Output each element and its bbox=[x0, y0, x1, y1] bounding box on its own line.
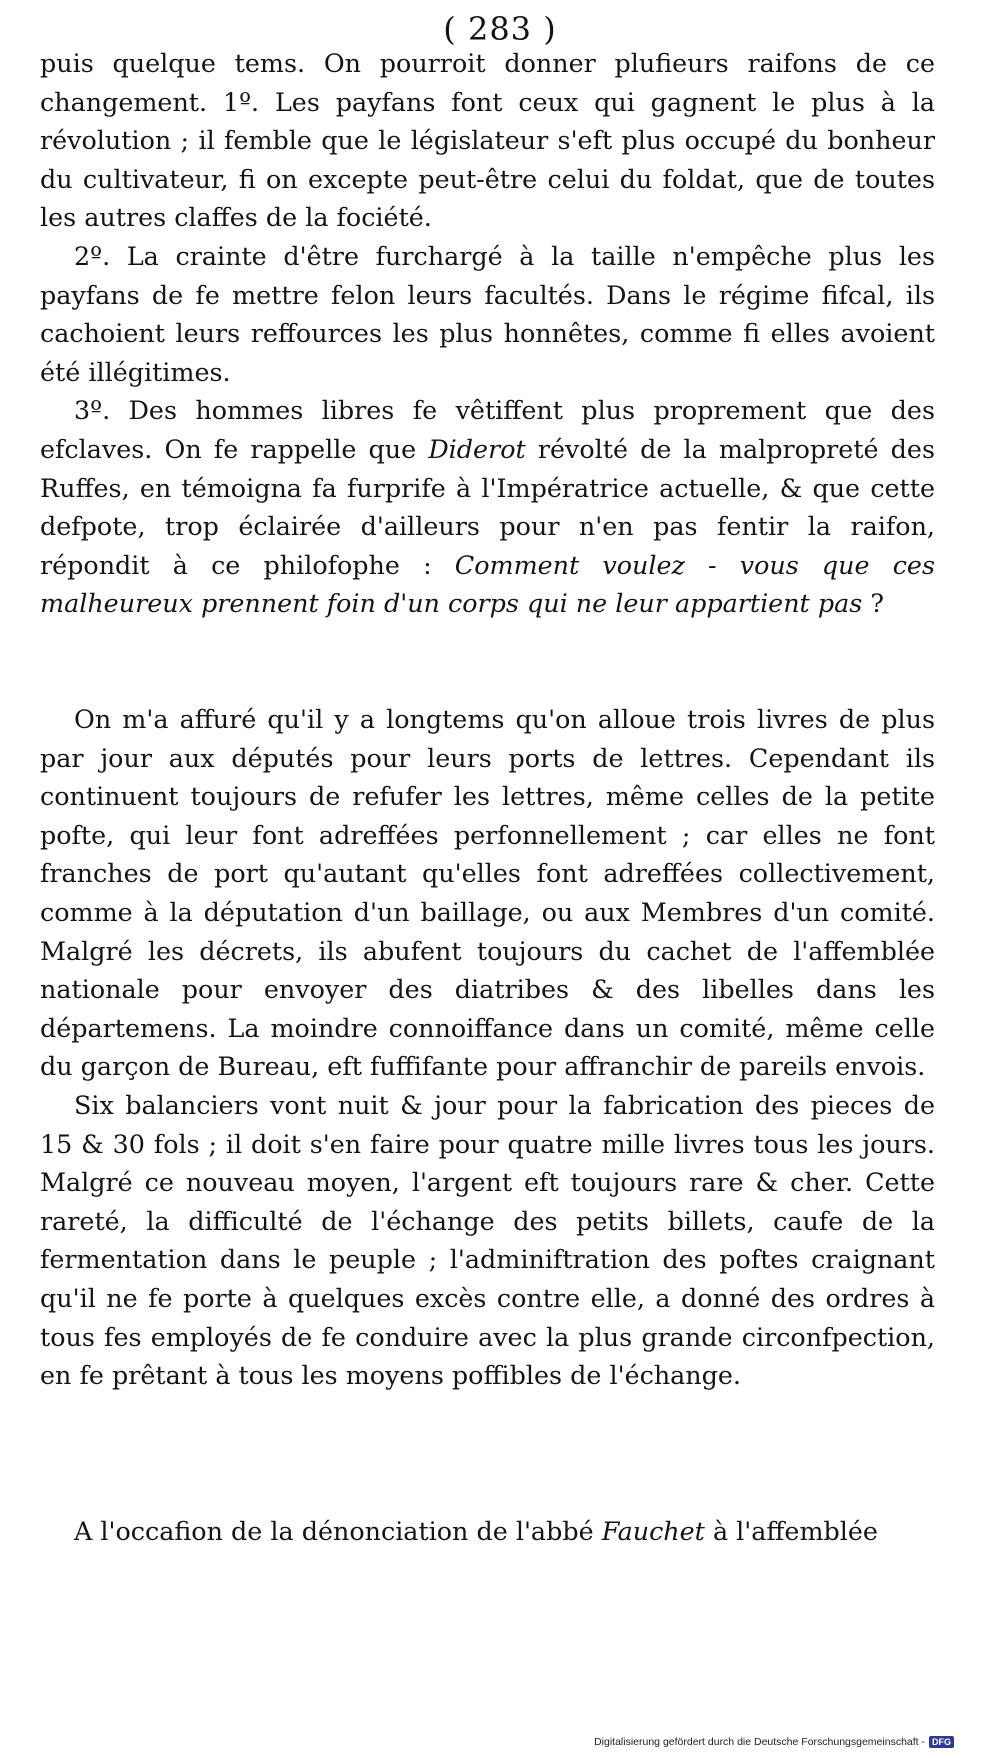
paragraph bbox=[40, 237, 935, 391]
digitization-credit bbox=[594, 1736, 954, 1748]
credit-text: Digitalisierung gefördert durch die Deutsche Forschungsgemeinschaft - bbox=[594, 1736, 925, 1748]
text-segment: 3º. Des hommes libres fe vêtiffent plus proprement que des efclaves. On fe rappelle que bbox=[40, 395, 935, 464]
text-segment: révolté de la malpropreté des Ruffes, en témoigna fa furprife à l'Impératrice actuelle, & que cette defpote, trop éclairée d'ailleurs pour n'en pas fentir la raifon, répondit à ce philofophe : bbox=[40, 433, 935, 580]
text-block-lower bbox=[40, 1512, 935, 1551]
paragraph bbox=[40, 391, 935, 623]
paragraph bbox=[40, 44, 935, 237]
text-segment: 2º. La crainte d'être furchargé à la taille n'empêche plus les payfans de fe mettre felon leurs facultés. Dans le régime fifcal, ils cachoient leurs reffources les plus honnêtes, comme fi elles avoient été illégitimes. bbox=[40, 240, 935, 387]
text-block-upper bbox=[40, 44, 935, 623]
text-segment: Six balanciers vont nuit & jour pour la fabrication des pieces de 15 & 30 fols ; il doit s'en faire pour quatre mille livres tous les jours. Malgré ce nouveau moyen, l'argent eft toujours rare & cher. Cette rareté, la difficulté de l'échange des petits billets, caufe de la fermentation dans le peuple ; l'adminiftration des poftes craignant qu'il ne fe porte à quelques excès contre elle, a donné des ordres à tous fes employés de fe conduire avec la plus grande circonfpection, en fe prêtant à tous les moyens poffibles de l'échange. bbox=[40, 1089, 935, 1391]
text-segment: à l'affemblée bbox=[704, 1516, 878, 1546]
dfg-logo: DFG bbox=[929, 1736, 954, 1748]
paragraph bbox=[40, 1512, 935, 1551]
italic-text-segment: Fauchet bbox=[601, 1516, 705, 1546]
italic-text-segment: Comment voulez - vous que ces malheureux prennent foin d'un corps qui ne leur appartient pas bbox=[40, 549, 935, 619]
text-segment: puis quelque tems. On pourroit donner plufieurs raifons de ce changement. 1º. Les payfans font ceux qui gagnent le plus à la révolution ; il femble que le législateur s'eft plus occupé du bonheur du cultivateur, fi on excepte peut-être celui du foldat, que de toutes les autres claffes de la fociété. bbox=[40, 48, 935, 233]
text-segment: On m'a affuré qu'il y a longtems qu'on alloue trois livres de plus par jour aux députés pour leurs ports de lettres. Cependant ils continuent toujours de refufer les lettres, même celles de la petite pofte, qui leur font adreffées perfonnellement ; car elles ne font franches de port qu'autant qu'elles font adreffées collectivement, comme à la députation d'un baillage, ou aux Membres d'un comité. Malgré les décrets, ils abufent toujours du cachet de l'affemblée nationale pour envoyer des diatribes & des libelles dans les départemens. La moindre connoiffance dans un comité, même celle du garçon de Bureau, eft fuffifante pour affranchir de pareils envois. bbox=[40, 704, 935, 1082]
italic-text-segment: Diderot bbox=[428, 433, 526, 464]
text-segment: A l'occafion de la dénonciation de l'abbé bbox=[74, 1516, 602, 1546]
paragraph bbox=[40, 700, 935, 1086]
paragraph bbox=[40, 1086, 935, 1395]
page-number: ( 283 ) bbox=[443, 10, 557, 48]
text-block-middle bbox=[40, 700, 935, 1395]
text-segment: ? bbox=[862, 588, 884, 619]
